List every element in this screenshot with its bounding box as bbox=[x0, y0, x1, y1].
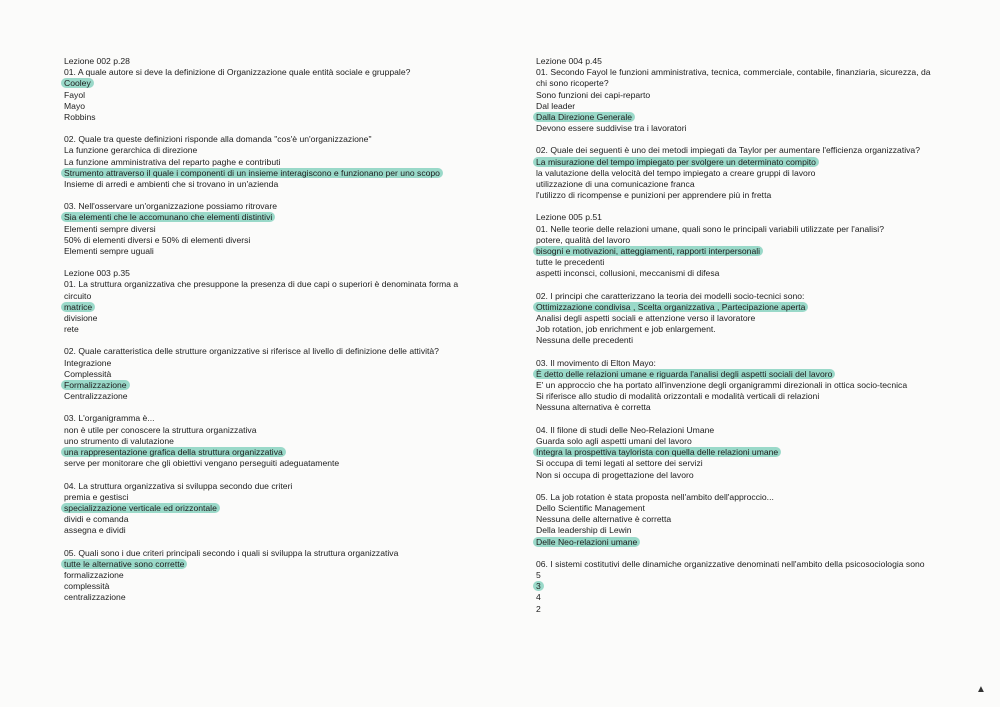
line-text: rete bbox=[64, 324, 79, 335]
block-gap bbox=[536, 414, 956, 425]
answer-option bbox=[536, 179, 956, 190]
highlighted-answer bbox=[536, 302, 956, 313]
answer-option bbox=[64, 492, 484, 503]
line-text: 04. Il filone di studi delle Neo-Relazioni Umane bbox=[536, 424, 715, 435]
line-text: Sono funzioni dei capi-reparto bbox=[536, 89, 651, 100]
highlight-marker: 3 bbox=[533, 581, 544, 591]
answer-option bbox=[536, 78, 956, 89]
line-text: 05. Quali sono i due criteri principali secondo i quali si sviluppa la struttura organizzativa bbox=[64, 547, 399, 558]
answer-option bbox=[64, 358, 484, 369]
answer-option bbox=[64, 157, 484, 168]
line-text: Lezione 002 p.28 bbox=[64, 56, 130, 66]
block-gap bbox=[536, 548, 956, 559]
line-text: Dello Scientific Management bbox=[536, 502, 645, 513]
line-text: centralizzazione bbox=[64, 592, 126, 603]
line-text: divisione bbox=[64, 313, 98, 324]
line-text: Non si occupa di progettazione del lavoro bbox=[536, 469, 694, 480]
answer-option bbox=[536, 168, 956, 179]
highlighted-answer bbox=[64, 447, 484, 458]
highlighted-answer bbox=[64, 503, 484, 514]
line-text: Della leadership di Lewin bbox=[536, 525, 632, 536]
question-block bbox=[536, 492, 956, 548]
line-text: utilizzazione di una comunicazione franca bbox=[536, 179, 695, 190]
answer-option bbox=[64, 592, 484, 603]
answer-option bbox=[64, 101, 484, 112]
highlighted-answer bbox=[64, 559, 484, 570]
block-gap bbox=[536, 201, 956, 212]
line-text: Dal leader bbox=[536, 100, 576, 111]
line-text: serve per monitorare che gli obiettivi vengano perseguiti adeguatamente bbox=[64, 458, 340, 469]
answer-option bbox=[64, 425, 484, 436]
line-text: 03. Il movimento di Elton Mayo: bbox=[536, 357, 656, 368]
answer-option bbox=[536, 235, 956, 246]
answer-option bbox=[64, 436, 484, 447]
answer-option bbox=[536, 592, 956, 603]
line-text: La funzione amministrativa del reparto paghe e contributi bbox=[64, 156, 281, 167]
highlight-marker: una rappresentazione grafica della struttura organizzativa bbox=[61, 447, 286, 457]
line-text: 01. La struttura organizzativa che presuppone la presenza di due capi o superiori è denominata forma a bbox=[64, 279, 459, 290]
line-text: 02. Quale dei seguenti è uno dei metodi impiegati da Taylor per aumentare l'efficienza organizzativa? bbox=[536, 145, 920, 156]
question-block bbox=[536, 145, 956, 201]
line-text: la valutazione della velocità del tempo impiegato a creare gruppi di lavoro bbox=[536, 167, 816, 178]
line-text: Nessuna alternativa è corretta bbox=[536, 402, 651, 413]
line-text: Si riferisce allo studio di modalità orizzontali e modalità verticali di relazioni bbox=[536, 391, 820, 402]
highlighted-answer bbox=[64, 212, 484, 223]
line-text: uno strumento di valutazione bbox=[64, 435, 174, 446]
line-text: potere, qualità del lavoro bbox=[536, 234, 631, 245]
line-text: 50% di elementi diversi e 50% di elementi diversi bbox=[64, 234, 251, 245]
line-text: Integrazione bbox=[64, 357, 112, 368]
line-text: Complessità bbox=[64, 368, 112, 379]
answer-option bbox=[64, 369, 484, 380]
line-text: E' un approccio che ha portato all'invenzione degli organigrammi direzionali in ottica socio-tecnica bbox=[536, 380, 908, 391]
highlight-marker: tutte le alternative sono corrette bbox=[61, 559, 187, 569]
highlight-marker: matrice bbox=[61, 302, 95, 312]
line-text: 01. A quale autore si deve la definizione di Organizzazione quale entità sociale e gruppale? bbox=[64, 67, 411, 78]
question-block bbox=[536, 559, 956, 615]
question-text bbox=[536, 291, 956, 302]
line-text: Insieme di arredi e ambienti che si trovano in un'azienda bbox=[64, 179, 279, 190]
question-text bbox=[64, 346, 484, 357]
answer-option bbox=[64, 112, 484, 123]
answer-option bbox=[536, 514, 956, 525]
block-gap bbox=[64, 257, 484, 268]
line-text: l'utilizzo di ricompense e punizioni per apprendere più in fretta bbox=[536, 190, 772, 201]
line-text: tutte le precedenti bbox=[536, 257, 605, 268]
block-gap bbox=[64, 537, 484, 548]
question-text bbox=[64, 201, 484, 212]
question-block bbox=[64, 548, 484, 604]
line-text: 04. La struttura organizzativa si sviluppa secondo due criteri bbox=[64, 480, 293, 491]
line-text: 5 bbox=[536, 569, 541, 580]
line-text: 05. La job rotation è stata proposta nell'ambito dell'approccio... bbox=[536, 491, 774, 502]
question-block bbox=[64, 413, 484, 469]
question-block bbox=[64, 201, 484, 257]
answer-option bbox=[64, 90, 484, 101]
line-text: Elementi sempre uguali bbox=[64, 246, 154, 257]
highlight-marker: Cooley bbox=[61, 78, 94, 88]
line-text: circuito bbox=[64, 290, 92, 301]
corner-mark: ▲ bbox=[976, 684, 986, 695]
question-block bbox=[64, 481, 484, 537]
block-gap bbox=[64, 470, 484, 481]
answer-option bbox=[536, 604, 956, 615]
answer-option bbox=[536, 436, 956, 447]
question-text bbox=[536, 145, 956, 156]
highlighted-answer bbox=[64, 302, 484, 313]
line-text: Nessuna delle precedenti bbox=[536, 335, 633, 346]
answer-option bbox=[536, 90, 956, 101]
highlighted-answer bbox=[536, 537, 956, 548]
answer-option bbox=[64, 224, 484, 235]
line-text: Centralizzazione bbox=[64, 391, 128, 402]
question-block bbox=[536, 56, 956, 134]
line-text: 4 bbox=[536, 592, 541, 603]
question-block bbox=[64, 134, 484, 190]
answer-option bbox=[64, 246, 484, 257]
highlight-marker: bisogni e motivazioni, atteggiamenti, rapporti interpersonali bbox=[533, 246, 763, 256]
question-text bbox=[536, 492, 956, 503]
line-text: Guarda solo agli aspetti umani del lavoro bbox=[536, 435, 692, 446]
answer-option bbox=[536, 268, 956, 279]
answer-option bbox=[64, 391, 484, 402]
line-text: Mayo bbox=[64, 100, 86, 111]
line-text: Job rotation, job enrichment e job enlargement. bbox=[536, 324, 716, 335]
line-text: 02. Quale tra queste definizioni risponde alla domanda "cos'è un'organizzazione" bbox=[64, 134, 372, 145]
question-text bbox=[64, 548, 484, 559]
line-text: premia e gestisci bbox=[64, 491, 129, 502]
line-text: Fayol bbox=[64, 89, 86, 100]
answer-option bbox=[64, 313, 484, 324]
highlighted-answer bbox=[64, 78, 484, 89]
highlighted-answer bbox=[536, 369, 956, 380]
answer-option bbox=[64, 291, 484, 302]
highlight-marker: Strumento attraverso il quale i componenti di un insieme interagiscono e funzionano per uno scopo bbox=[61, 168, 443, 178]
answer-option bbox=[536, 470, 956, 481]
answer-option bbox=[64, 525, 484, 536]
highlight-marker: Dalla Direzione Generale bbox=[533, 112, 635, 122]
line-text: Devono essere suddivise tra i lavoratori bbox=[536, 123, 687, 134]
question-block bbox=[536, 212, 956, 279]
answer-option bbox=[64, 279, 484, 290]
highlight-marker: Formalizzazione bbox=[61, 380, 130, 390]
highlighted-answer bbox=[64, 168, 484, 179]
question-text bbox=[64, 413, 484, 424]
line-text: 01. Secondo Fayol le funzioni amministrativa, tecnica, commerciale, contabile, finanziaria, sicurezza, da bbox=[536, 67, 931, 78]
line-text: aspetti inconsci, collusioni, meccanismi di difesa bbox=[536, 268, 720, 279]
highlighted-answer bbox=[64, 380, 484, 391]
line-text: dividi e comanda bbox=[64, 514, 129, 525]
highlight-marker: La misurazione del tempo impiegato per svolgere un determinato compito bbox=[533, 157, 819, 167]
answer-option bbox=[536, 324, 956, 335]
answer-option bbox=[536, 101, 956, 112]
block-gap bbox=[536, 347, 956, 358]
highlight-marker: Delle Neo-relazioni umane bbox=[533, 537, 640, 547]
line-text: 03. L'organigramma è... bbox=[64, 413, 155, 424]
block-gap bbox=[64, 335, 484, 346]
question-text bbox=[536, 425, 956, 436]
answer-option bbox=[536, 190, 956, 201]
answer-option bbox=[536, 335, 956, 346]
line-text: Lezione 003 p.35 bbox=[64, 268, 130, 279]
block-gap bbox=[536, 134, 956, 145]
answer-option bbox=[64, 458, 484, 469]
question-text bbox=[536, 358, 956, 369]
line-text: 02. I principi che caratterizzano la teoria dei modelli socio-tecnici sono: bbox=[536, 290, 805, 301]
question-text bbox=[536, 559, 956, 570]
highlighted-answer bbox=[536, 246, 956, 257]
answer-option bbox=[536, 224, 956, 235]
answer-option bbox=[64, 514, 484, 525]
line-text: Analisi degli aspetti sociali e attenzione verso il lavoratore bbox=[536, 313, 756, 324]
highlight-marker: Integra la prospettiva taylorista con quella delle relazioni umane bbox=[533, 447, 781, 457]
line-text: 06. I sistemi costitutivi delle dinamiche organizzative denominati nell'ambito della psicosociologia sono bbox=[536, 558, 925, 569]
highlight-marker: Sia elementi che le accomunano che elementi distintivi bbox=[61, 212, 275, 222]
block-gap bbox=[64, 402, 484, 413]
answer-option bbox=[536, 380, 956, 391]
answer-option bbox=[536, 525, 956, 536]
highlighted-answer bbox=[536, 447, 956, 458]
question-block bbox=[536, 358, 956, 414]
question-block bbox=[536, 291, 956, 347]
line-text: 03. Nell'osservare un'organizzazione possiamo ritrovare bbox=[64, 201, 277, 212]
answer-option bbox=[64, 179, 484, 190]
line-text: Lezione 004 p.45 bbox=[536, 56, 602, 66]
answer-option bbox=[64, 324, 484, 335]
answer-option bbox=[536, 570, 956, 581]
line-text: Nessuna delle alternative è corretta bbox=[536, 514, 672, 525]
line-text: Lezione 005 p.51 bbox=[536, 212, 602, 223]
line-text: Robbins bbox=[64, 112, 96, 123]
answer-option bbox=[536, 503, 956, 514]
answer-option bbox=[536, 257, 956, 268]
answer-option bbox=[64, 145, 484, 156]
answer-option bbox=[64, 581, 484, 592]
line-text: La funzione gerarchica di direzione bbox=[64, 145, 198, 156]
question-block bbox=[64, 268, 484, 335]
line-text: non è utile per conoscere la struttura organizzativa bbox=[64, 424, 257, 435]
question-text bbox=[64, 268, 484, 279]
highlight-marker: specializzazione verticale ed orizzontale bbox=[61, 503, 220, 513]
block-gap bbox=[536, 280, 956, 291]
answer-option bbox=[536, 402, 956, 413]
highlight-marker: Ottimizzazione condivisa , Scelta organizzativa , Partecipazione aperta bbox=[533, 302, 808, 312]
line-text: 2 bbox=[536, 603, 541, 614]
line-text: complessità bbox=[64, 581, 110, 592]
block-gap bbox=[536, 481, 956, 492]
question-text bbox=[64, 481, 484, 492]
question-block bbox=[64, 346, 484, 402]
line-text: 01. Nelle teorie delle relazioni umane, quali sono le principali variabili utilizzate per l'analisi? bbox=[536, 223, 884, 234]
answer-option bbox=[536, 391, 956, 402]
highlighted-answer bbox=[536, 157, 956, 168]
line-text: Si occupa di temi legati al settore dei servizi bbox=[536, 458, 703, 469]
question-text bbox=[536, 212, 956, 223]
answer-option bbox=[64, 235, 484, 246]
line-text: chi sono ricoperte? bbox=[536, 78, 609, 89]
question-block bbox=[536, 425, 956, 481]
block-gap bbox=[64, 123, 484, 134]
highlight-marker: È detto delle relazioni umane e riguarda l'analisi degli aspetti sociali del lavoro bbox=[533, 369, 835, 379]
question-block bbox=[64, 56, 484, 123]
question-text bbox=[64, 56, 484, 67]
answer-option bbox=[536, 458, 956, 469]
left-column bbox=[64, 56, 484, 604]
question-text bbox=[536, 56, 956, 67]
answer-option bbox=[536, 67, 956, 78]
right-column bbox=[536, 56, 956, 615]
highlighted-answer bbox=[536, 581, 956, 592]
answer-option bbox=[64, 570, 484, 581]
answer-option bbox=[536, 313, 956, 324]
highlighted-answer bbox=[536, 112, 956, 123]
line-text: assegna e dividi bbox=[64, 525, 126, 536]
answer-option bbox=[64, 67, 484, 78]
block-gap bbox=[64, 190, 484, 201]
line-text: 02. Quale caratteristica delle strutture organizzative si riferisce al livello di definizione delle attività? bbox=[64, 346, 439, 357]
answer-option bbox=[536, 123, 956, 134]
line-text: formalizzazione bbox=[64, 569, 124, 580]
question-text bbox=[64, 134, 484, 145]
line-text: Elementi sempre diversi bbox=[64, 223, 156, 234]
